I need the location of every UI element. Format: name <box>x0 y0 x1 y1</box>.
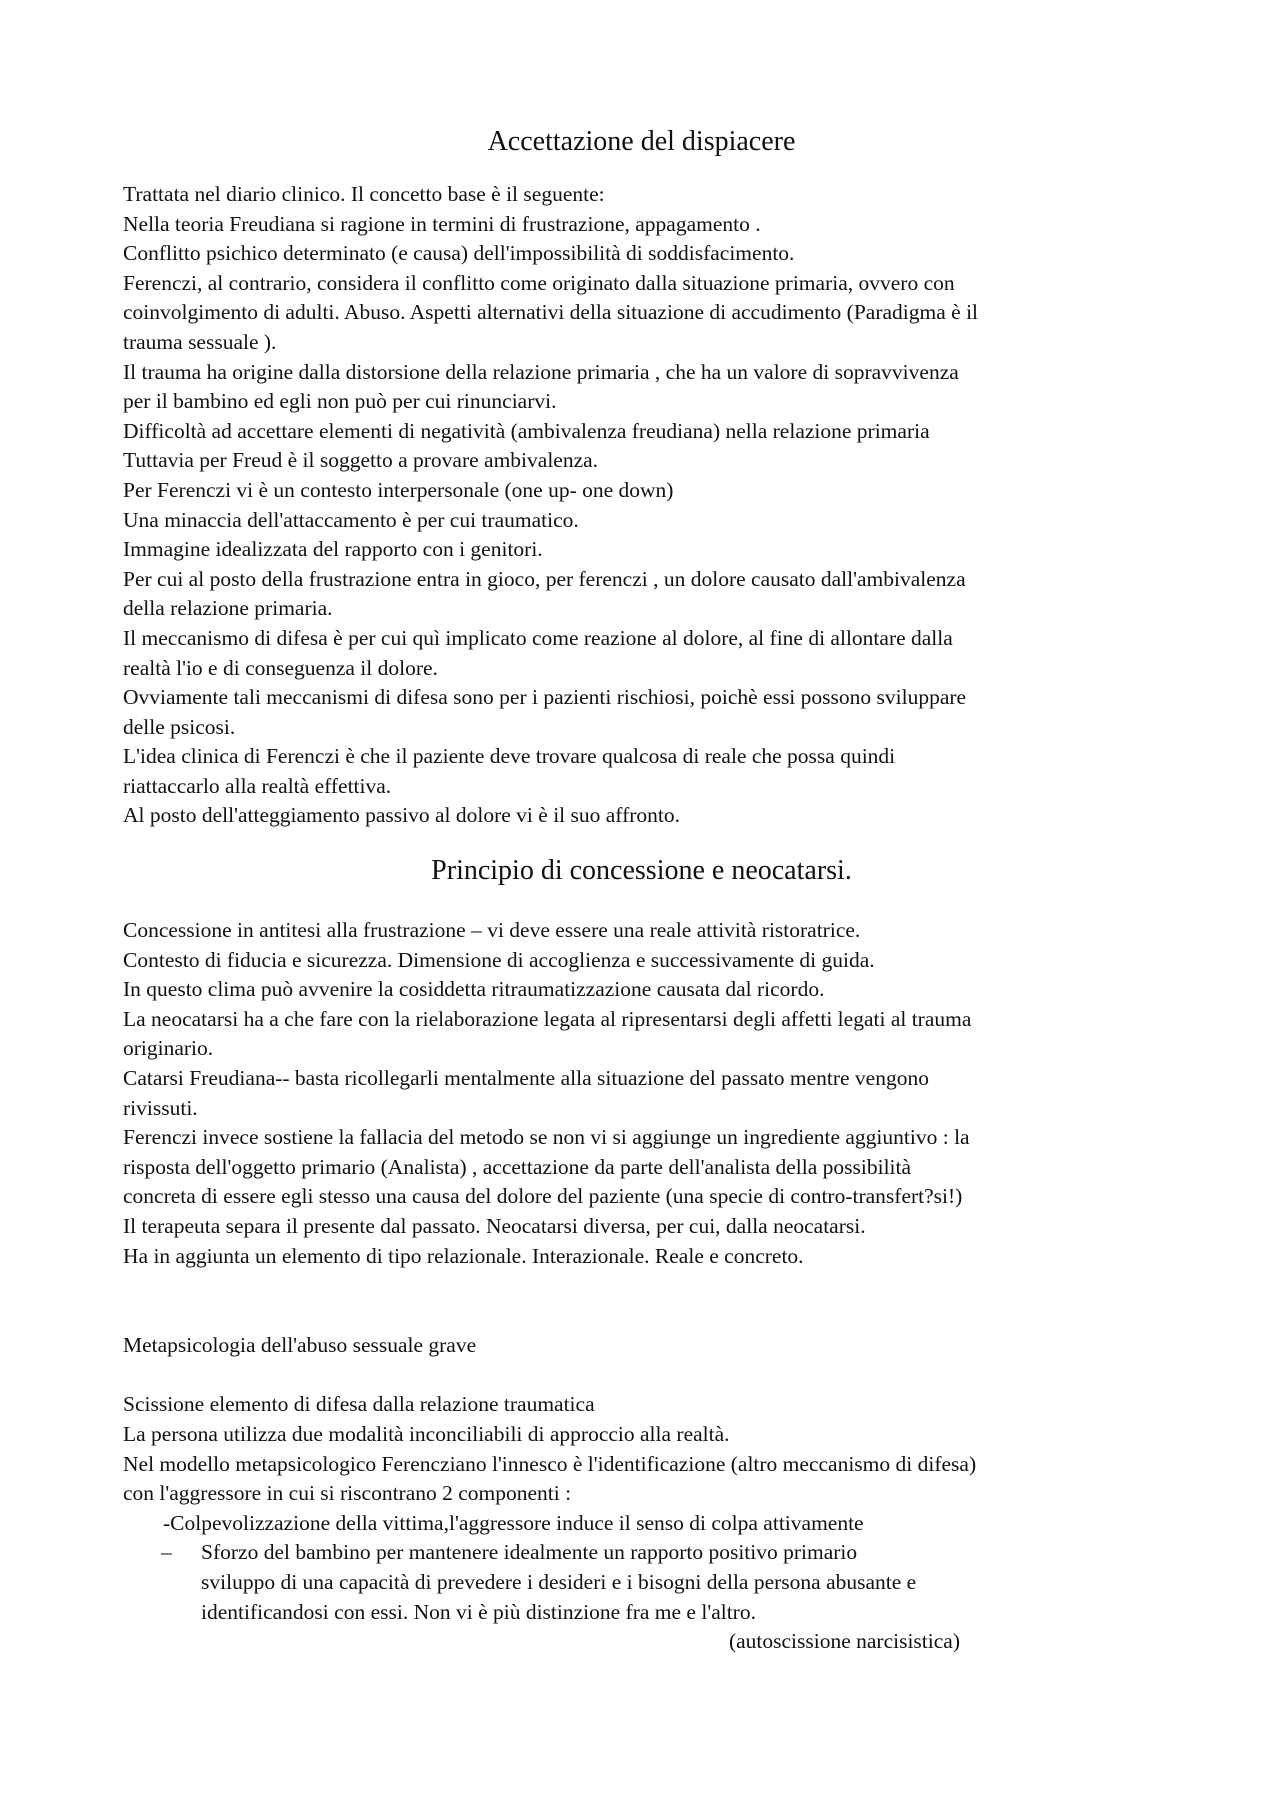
text-line: L'idea clinica di Ferenczi è che il paziente deve trovare qualcosa di reale che possa quindi <box>123 744 896 769</box>
text-line: Catarsi Freudiana-- basta ricollegarli mentalmente alla situazione del passato mentre vengono <box>123 1066 929 1091</box>
list-item: -Colpevolizzazione della vittima,l'aggressore induce il senso di colpa attivamente <box>163 1510 864 1535</box>
list-item <box>123 1538 1160 1627</box>
text-line: Trattata nel diario clinico. Il concetto base è il seguente: <box>123 182 605 206</box>
text-line: realtà l'io e di conseguenza il dolore. <box>123 655 438 680</box>
text-line: identificandosi con essi. Non vi è più distinzione fra me e l'altro. <box>201 1599 756 1624</box>
section-title-accettazione: Accettazione del dispiacere <box>487 126 796 157</box>
text-line: coinvolgimento di adulti. Abuso. Aspetti alternativi della situazione di accudimento (Paradigma è il <box>123 300 979 325</box>
text-line: La neocatarsi ha a che fare con la rielaborazione legata al ripresentarsi degli affetti legati al trauma <box>123 1006 972 1031</box>
text-line: Per cui al posto della frustrazione entra in gioco, per ferenczi , un dolore causato dall'ambivalenza <box>123 566 966 591</box>
text-line: In questo clima può avvenire la cosiddetta ritraumatizzazione causata dal ricordo. <box>123 977 825 1002</box>
subsection-heading: Metapsicologia dell'abuso sessuale grave <box>123 1333 477 1358</box>
text-line: Scissione elemento di difesa dalla relazione traumatica <box>123 1392 595 1417</box>
text-line: riattaccarlo alla realtà effettiva. <box>123 773 392 798</box>
text-line: Concessione in antitesi alla frustrazione – vi deve essere una reale attività ristoratrice. <box>123 918 861 943</box>
text-line: Contesto di fiducia e sicurezza. Dimensione di accoglienza e successivamente di guida. <box>123 947 875 972</box>
text-line: sviluppo di una capacità di prevedere i desideri e i bisogni della persona abusante e <box>201 1569 917 1594</box>
text-line: delle psicosi. <box>123 714 236 739</box>
text-line: Ha in aggiunta un elemento di tipo relazionale. Interazionale. Reale e concreto. <box>123 1243 804 1268</box>
text-line: risposta dell'oggetto primario (Analista) , accettazione da parte dell'analista della possibilità <box>123 1154 912 1179</box>
text-line: con l'aggressore in cui si riscontrano 2 componenti : <box>123 1481 572 1506</box>
text-line: rivissuti. <box>123 1095 198 1120</box>
section-body-accettazione <box>123 180 1160 831</box>
text-line: Per Ferenczi vi è un contesto interpersonale (one up- one down) <box>123 477 674 502</box>
text-line: Difficoltà ad accettare elementi di negatività (ambivalenza freudiana) nella relazione primaria <box>123 418 930 443</box>
text-line: Il meccanismo di difesa è per cui quì implicato come reazione al dolore, al fine di allontare dalla <box>123 625 953 650</box>
text-line: Nella teoria Freudiana si ragione in termini di frustrazione, appagamento . <box>123 211 761 236</box>
spacer <box>123 1361 1160 1391</box>
text-line: Al posto dell'atteggiamento passivo al dolore vi è il suo affronto. <box>123 803 680 828</box>
text-line: Il trauma ha origine dalla distorsione della relazione primaria , che ha un valore di sopravvivenza <box>123 359 959 384</box>
note-text: (autoscissione narcisistica) <box>728 1629 960 1654</box>
text-line: Il terapeuta separa il presente dal passato. Neocatarsi diversa, per cui, dalla neocatarsi. <box>123 1214 866 1238</box>
text-line: concreta di essere egli stesso una causa del dolore del paziente (una specie di contro-transfert?si!) <box>123 1184 963 1209</box>
text-line: per il bambino ed egli non può per cui rinunciarvi. <box>123 389 557 414</box>
text-line: Sforzo del bambino per mantenere idealmente un rapporto positivo primario <box>201 1540 858 1565</box>
section-body-metapsicologia <box>123 1390 1160 1656</box>
text-line: Ferenczi, al contrario, considera il conflitto come originato dalla situazione primaria, ovvero con <box>123 270 955 295</box>
section-title-metapsicologia <box>123 1331 1160 1361</box>
text-line: Ferenczi invece sostiene la fallacia del metodo se non vi si aggiunge un ingrediente aggiuntivo : la <box>123 1125 970 1150</box>
text-line: della relazione primaria. <box>123 596 333 621</box>
text-line: Una minaccia dell'attaccamento è per cui traumatico. <box>123 507 579 532</box>
text-line: originario. <box>123 1036 214 1061</box>
text-line: La persona utilizza due modalità inconciliabili di approccio alla realtà. <box>123 1421 730 1446</box>
dash-bullet: – <box>161 1540 172 1565</box>
text-line: Conflitto psichico determinato (e causa) dell'impossibilità di soddisfacimento. <box>123 241 795 266</box>
text-line: Immagine idealizzata del rapporto con i genitori. <box>123 537 543 562</box>
text-line: Ovviamente tali meccanismi di difesa sono per i pazienti rischiosi, poichè essi possono sviluppare <box>123 685 967 710</box>
section-body-concessione <box>123 916 1160 1271</box>
section-title-concessione: Principio di concessione e neocatarsi. <box>431 855 852 887</box>
text-line: Nel modello metapsicologico Ferencziano l'innesco è l'identificazione (altro meccanismo di difesa) <box>123 1451 977 1476</box>
text-line: trauma sessuale ). <box>123 329 277 354</box>
text-line: Tuttavia per Freud è il soggetto a provare ambivalenza. <box>123 448 599 473</box>
